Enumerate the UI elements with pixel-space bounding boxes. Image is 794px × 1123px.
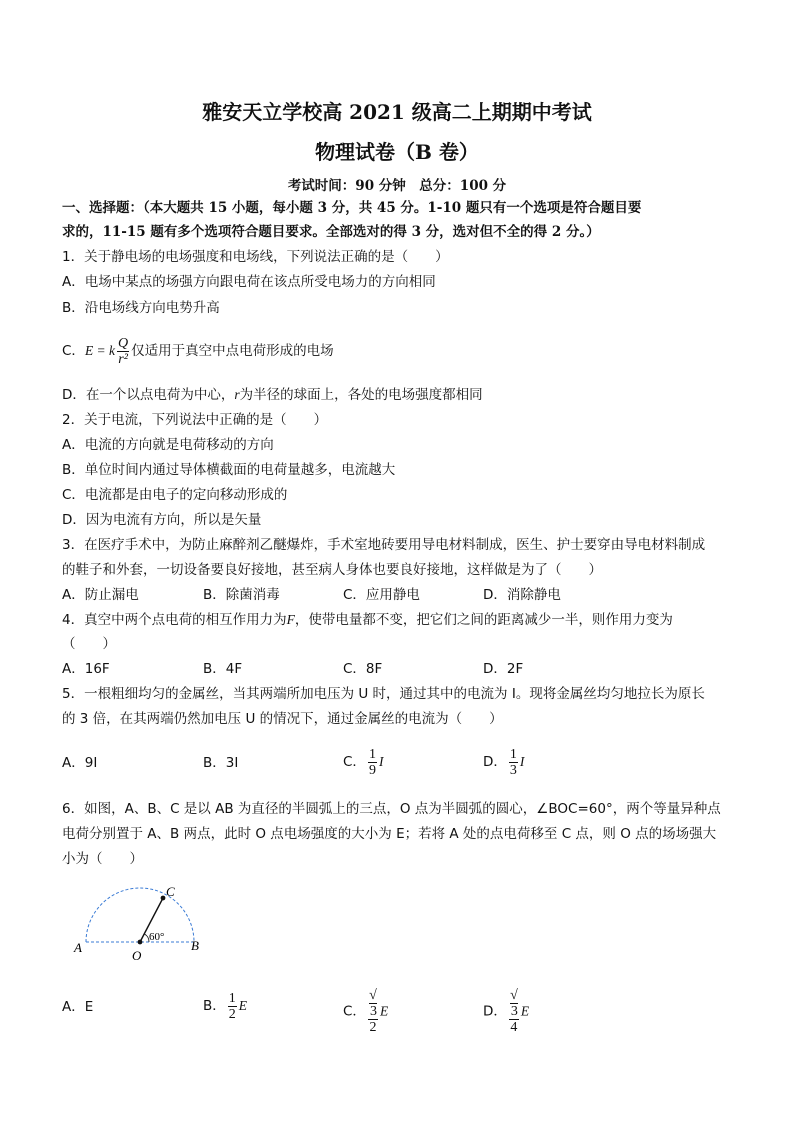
q5-option-d-var: I <box>519 754 525 769</box>
q3-option-c: C．应用静电 <box>343 587 420 603</box>
q6-option-a: A．E <box>62 999 94 1015</box>
q2-stem: 2．关于电流，下列说法中正确的是（ ） <box>62 412 328 428</box>
q6-option-c-den: 2 <box>369 1020 377 1035</box>
q6-stem-line3: 小为（ ） <box>62 851 143 867</box>
q5-stem-line2: 的 3 倍，在其两端仍然加电压 U 的情况下，通过金属丝的电流为（ ） <box>62 711 503 727</box>
q1-option-d <box>62 386 483 404</box>
q6-stem-line1: 6．如图，A、B、C 是以 AB 为直径的半圆弧上的三点，O 点为半圆弧的圆心，∠BOC=60°，两个等量异种点 <box>62 801 721 817</box>
q5-option-c <box>343 744 383 780</box>
q6-stem-line2: 电荷分别置于 A、B 两点，此时 O 点电场强度的大小为 E；若将 A 处的点电荷移至 C 点，则 O 点的场场强大 <box>62 826 717 842</box>
q5-option-c-den: 9 <box>368 762 376 778</box>
section-heading-line1: 一、选择题：（本大题共 15 小题，每小题 3 分，共 45 分。1-10 题只有一个选项是符合题目要 <box>62 200 642 216</box>
q1-formula-fraction <box>117 336 129 367</box>
q4-option-c: C．8F <box>343 661 383 677</box>
angle-label: 60° <box>149 931 165 943</box>
q4-stem-var: F <box>286 612 295 627</box>
q2-option-c: C．电流都是由电子的定向移动形成的 <box>62 487 288 503</box>
q4-stem-line2: （ ） <box>62 636 116 652</box>
semicircle-arc <box>86 888 194 942</box>
q5-option-c-fraction <box>368 747 377 778</box>
q2-option-b: B．单位时间内通过导体横截面的电荷量越多，电流越大 <box>62 462 396 478</box>
q6-option-c-var: E <box>379 1003 389 1019</box>
q1-option-d-part2: 为半径的球面上，各处的电场强度都相同 <box>239 387 483 403</box>
q5-option-d-fraction <box>509 747 518 778</box>
q4-stem-part2: ，使带电量都不变，把它们之间的距离减少一半，则作用力变为 <box>294 612 673 628</box>
q6-option-c-num: 3 <box>369 1004 377 1019</box>
exam-title: 雅安天立学校高 2021 级高二上期期中考试 <box>202 100 592 124</box>
q6-option-c <box>343 988 388 1035</box>
point-c <box>161 896 166 901</box>
q6-option-b-prefix: B． <box>203 998 226 1014</box>
q3-option-b: B．除菌消毒 <box>203 587 280 603</box>
q6-option-b-den: 2 <box>228 1006 236 1022</box>
q5-option-d-num: 1 <box>509 746 517 762</box>
label-c: C <box>166 884 175 899</box>
point-o <box>138 940 143 945</box>
q1-option-c-suffix: 仅适用于真空中点电荷形成的电场 <box>131 343 334 359</box>
q1-option-d-part1: D．在一个以点电荷为中心， <box>62 387 235 403</box>
q5-stem-line1: 5．一根粗细均匀的金属丝，当其两端所加电压为 U 时，通过其中的电流为 I。现将金属丝均匀地拉长为原长 <box>62 686 705 702</box>
q4-option-b: B．4F <box>203 661 243 677</box>
q6-figure <box>70 880 210 965</box>
section-heading-line2: 求的，11-15 题有多个选项符合题目要求。全部选对的得 3 分，选对但不全的得 2 分。） <box>62 224 600 240</box>
q1-option-c-prefix: C． <box>62 343 85 359</box>
q1-option-b: B．沿电场线方向电势升高 <box>62 300 220 316</box>
q4-option-a: A．16F <box>62 661 110 677</box>
label-o: O <box>132 948 142 963</box>
label-a: A <box>74 940 82 955</box>
q5-option-d-den: 3 <box>509 762 517 778</box>
q1-formula-den: r² <box>118 351 128 367</box>
exam-subtitle: 物理试卷（B 卷） <box>315 140 479 164</box>
q5-option-d-prefix: D． <box>483 754 507 770</box>
q4-stem-line1 <box>62 611 673 629</box>
q3-stem-line2: 的鞋子和外套，一切设备要良好接地，甚至病人身体也要良好接地，这样做是为了（ ） <box>62 562 602 578</box>
q5-option-d <box>483 744 524 780</box>
q6-option-d-prefix: D． <box>483 1003 507 1020</box>
q6-option-c-prefix: C． <box>343 1003 366 1020</box>
q2-option-d: D．因为电流有方向，所以是矢量 <box>62 512 262 528</box>
q6-option-b-fraction <box>228 991 237 1022</box>
q6-option-b-var: E <box>238 998 248 1013</box>
q1-option-c <box>62 334 334 368</box>
q1-formula-lhs: E = k <box>84 343 116 358</box>
q6-option-b <box>203 988 247 1024</box>
label-b: B <box>191 938 199 953</box>
q5-option-c-prefix: C． <box>343 754 366 770</box>
q1-stem: 1．关于静电场的电场强度和电场线，下列说法正确的是（ ） <box>62 249 449 265</box>
q6-option-d <box>483 988 529 1035</box>
q6-option-d-den: 4 <box>510 1020 518 1035</box>
q1-option-d-var: r <box>234 387 240 402</box>
q2-option-a: A．电流的方向就是电荷移动的方向 <box>62 437 274 453</box>
q6-option-d-num: 3 <box>510 1004 518 1019</box>
q5-option-a: A．9I <box>62 755 98 771</box>
q6-option-d-var: E <box>520 1003 530 1019</box>
q5-option-c-var: I <box>378 754 384 769</box>
q3-option-a: A．防止漏电 <box>62 587 139 603</box>
q3-stem-line1: 3．在医疗手术中，为防止麻醉剂乙醚爆炸，手术室地砖要用导电材料制成，医生、护士要穿由导电材料制成 <box>62 537 706 553</box>
q1-formula-num: Q <box>118 335 129 351</box>
q5-option-c-num: 1 <box>368 746 376 762</box>
q6-option-b-num: 1 <box>228 990 236 1006</box>
q4-stem-part1: 4．真空中两个点电荷的相互作用力为 <box>62 612 287 628</box>
q5-option-b: B．3I <box>203 755 239 771</box>
q1-option-a: A．电场中某点的场强方向跟电荷在该点所受电场力的方向相同 <box>62 274 436 290</box>
q6-option-d-fraction: √ 3 4 <box>510 988 518 1035</box>
q6-option-c-fraction: √ 3 2 <box>369 988 377 1035</box>
exam-info: 考试时间：90 分钟 总分：100 分 <box>287 178 507 194</box>
q4-option-d: D．2F <box>483 661 524 677</box>
q3-option-d: D．消除静电 <box>483 587 561 603</box>
